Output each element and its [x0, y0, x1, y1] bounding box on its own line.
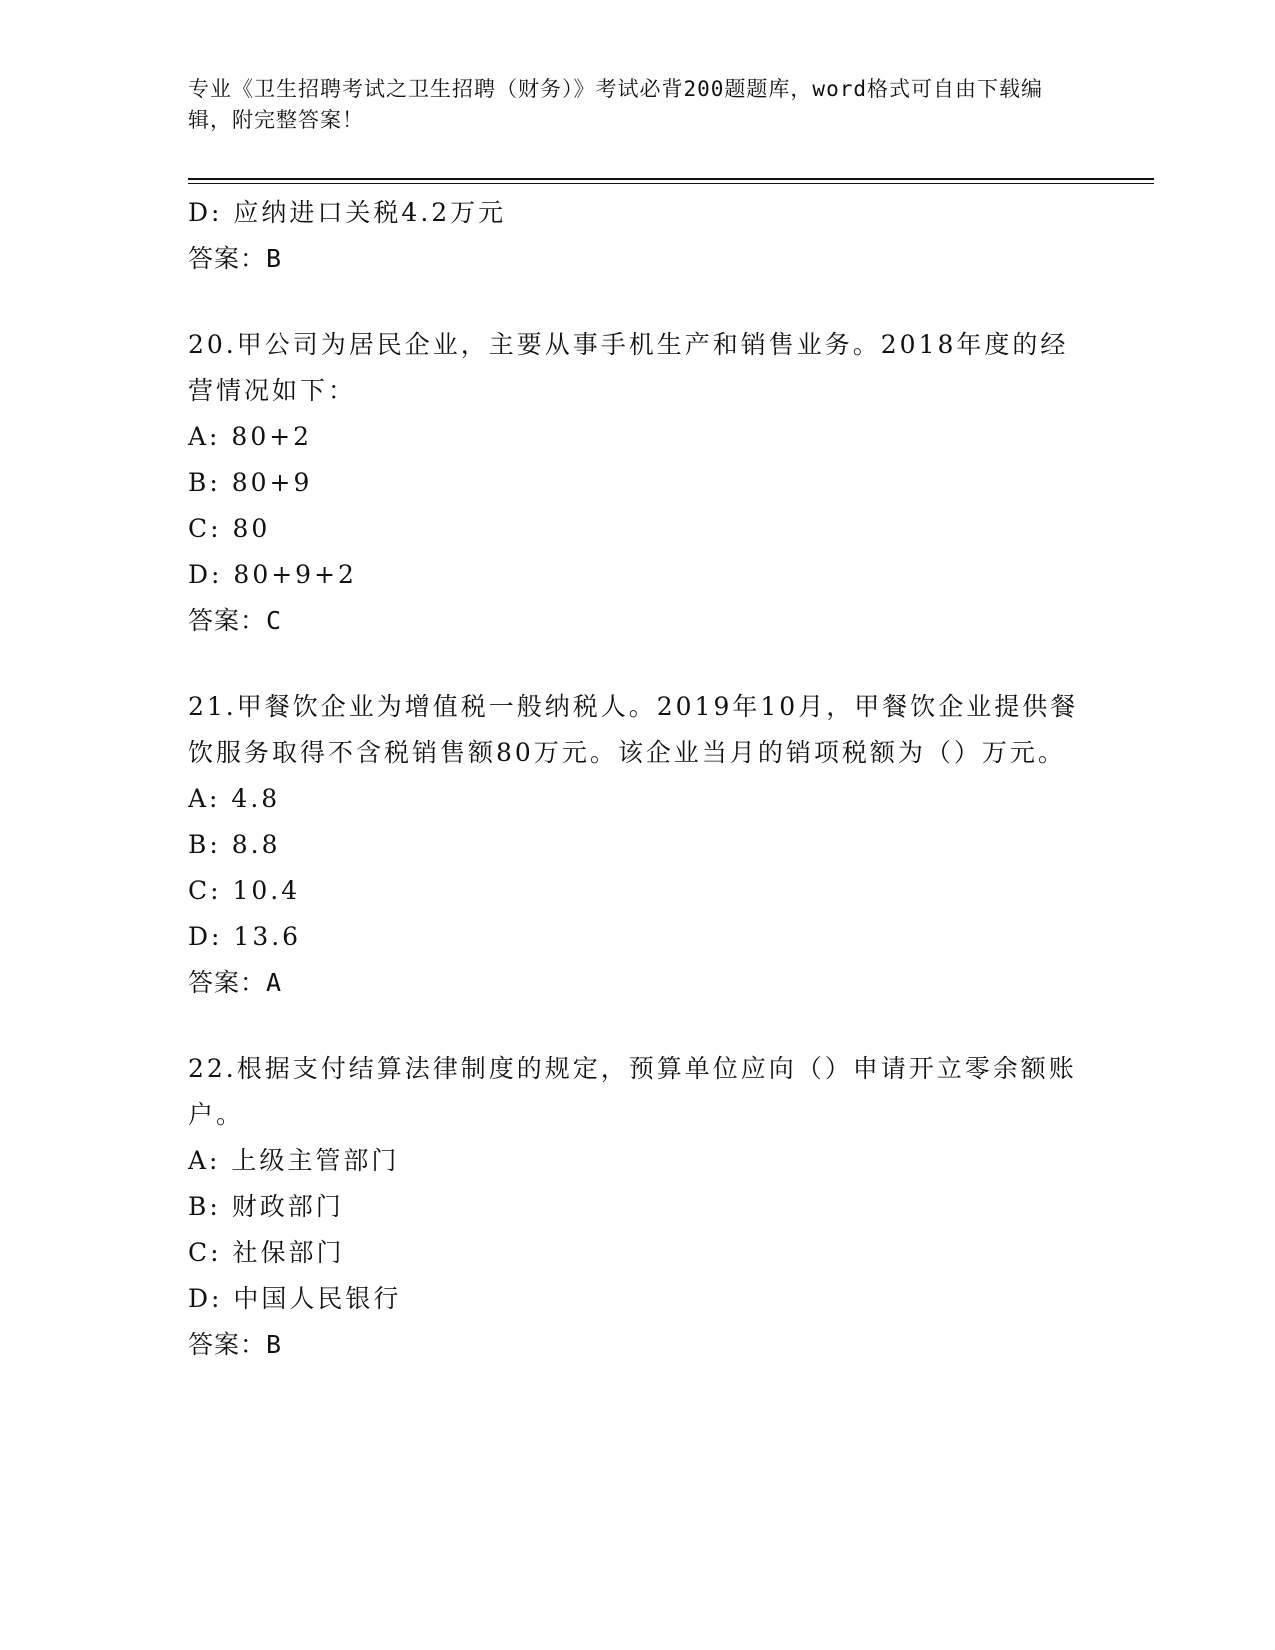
answer-line: 答案：B — [188, 1330, 283, 1359]
option-c: C: 10.4 — [188, 876, 301, 905]
document-header: 专业《卫生招聘考试之卫生招聘（财务）》考试必背200题题库，word格式可自由下载编辑，附完整答案！ — [188, 77, 1043, 132]
option-a: A: 上级主管部门 — [188, 1146, 400, 1175]
option-d: D: 应纳进口关税4.2万元 — [188, 198, 507, 227]
option-d: D: 13.6 — [188, 922, 302, 951]
option-b: B: 80+9 — [188, 468, 313, 497]
option-c: C: 社保部门 — [188, 1238, 345, 1267]
question-stem: 20.甲公司为居民企业，主要从事手机生产和销售业务。2018年度的经营情况如下： — [188, 330, 1069, 405]
question-21 — [188, 684, 1088, 1006]
answer-line: 答案：B — [188, 244, 283, 273]
option-b: B: 财政部门 — [188, 1192, 344, 1221]
prev-question-tail — [188, 190, 1088, 282]
header-divider-thin — [188, 183, 1154, 184]
header-divider-thick — [188, 178, 1154, 180]
option-c: C: 80 — [188, 514, 271, 543]
option-a: A: 80+2 — [188, 422, 313, 451]
question-stem: 21.甲餐饮企业为增值税一般纳税人。2019年10月，甲餐饮企业提供餐饮服务取得不含税销售额80万元。该企业当月的销项税额为（）万元。 — [188, 692, 1079, 767]
option-a: A: 4.8 — [188, 784, 281, 813]
answer-line: 答案：A — [188, 968, 283, 997]
spacer — [188, 1006, 1088, 1046]
spacer — [188, 282, 1088, 322]
option-d: D: 中国人民银行 — [188, 1284, 402, 1313]
answer-line: 答案：C — [188, 606, 283, 635]
question-stem: 22.根据支付结算法律制度的规定，预算单位应向（）申请开立零余额账户。 — [188, 1054, 1077, 1129]
question-list — [188, 190, 1088, 1368]
option-d: D: 80+9+2 — [188, 560, 357, 589]
question-22 — [188, 1046, 1088, 1368]
question-20 — [188, 322, 1088, 644]
spacer — [188, 644, 1088, 684]
option-b: B: 8.8 — [188, 830, 281, 859]
